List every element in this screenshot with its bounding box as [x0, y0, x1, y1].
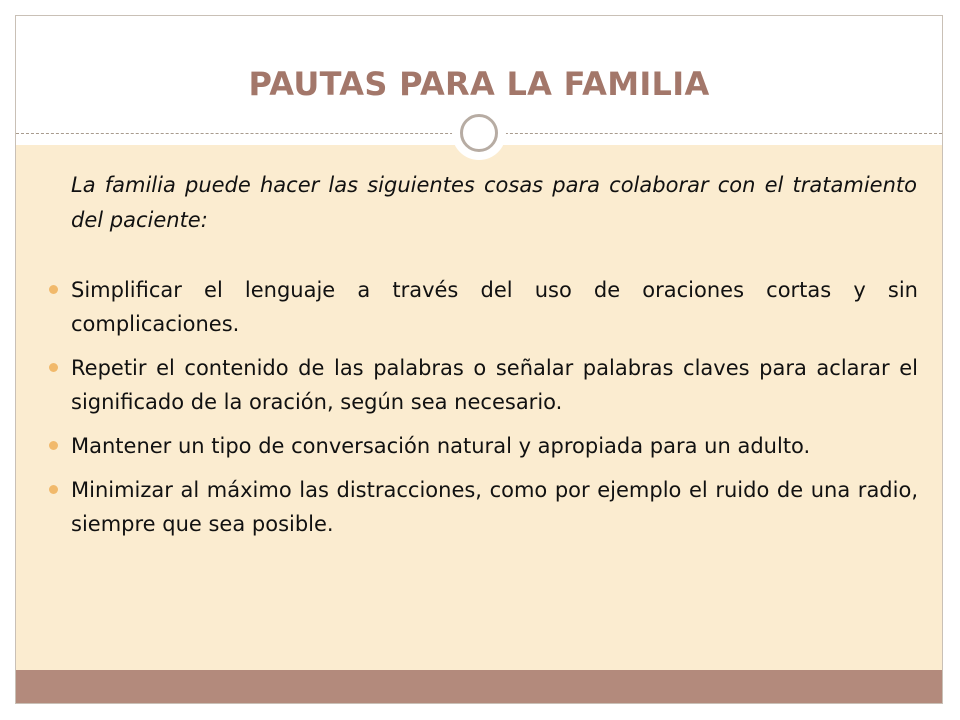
bullet-dot-icon	[49, 363, 58, 372]
slide-title: PAUTAS PARA LA FAMILIA	[248, 65, 710, 103]
list-item-text: Minimizar al máximo las distracciones, como por ejemplo el ruido de una radio, siempre que sea posible.	[71, 478, 918, 536]
list-item	[44, 429, 918, 463]
bullet-dot-icon	[49, 441, 58, 450]
list-item-text: Repetir el contenido de las palabras o señalar palabras claves para aclarar el significado de la oración, según sea necesario.	[71, 356, 918, 414]
list-item	[44, 273, 918, 341]
circle-inner-ring	[460, 114, 498, 152]
list-item-text: Mantener un tipo de conversación natural y apropiada para un adulto.	[71, 434, 811, 458]
footer-bar	[16, 670, 942, 703]
list-item-text: Simplificar el lenguaje a través del uso de oraciones cortas y sin complicaciones.	[71, 278, 918, 336]
bullet-dot-icon	[49, 485, 58, 494]
circle-ring-icon	[452, 106, 506, 160]
bullet-list	[44, 273, 918, 551]
bullet-dot-icon	[49, 285, 58, 294]
intro-text: La familia puede hacer las siguientes cosas para colaborar con el tratamiento del paciente:	[71, 173, 917, 232]
list-item	[44, 351, 918, 419]
list-item	[44, 473, 918, 541]
